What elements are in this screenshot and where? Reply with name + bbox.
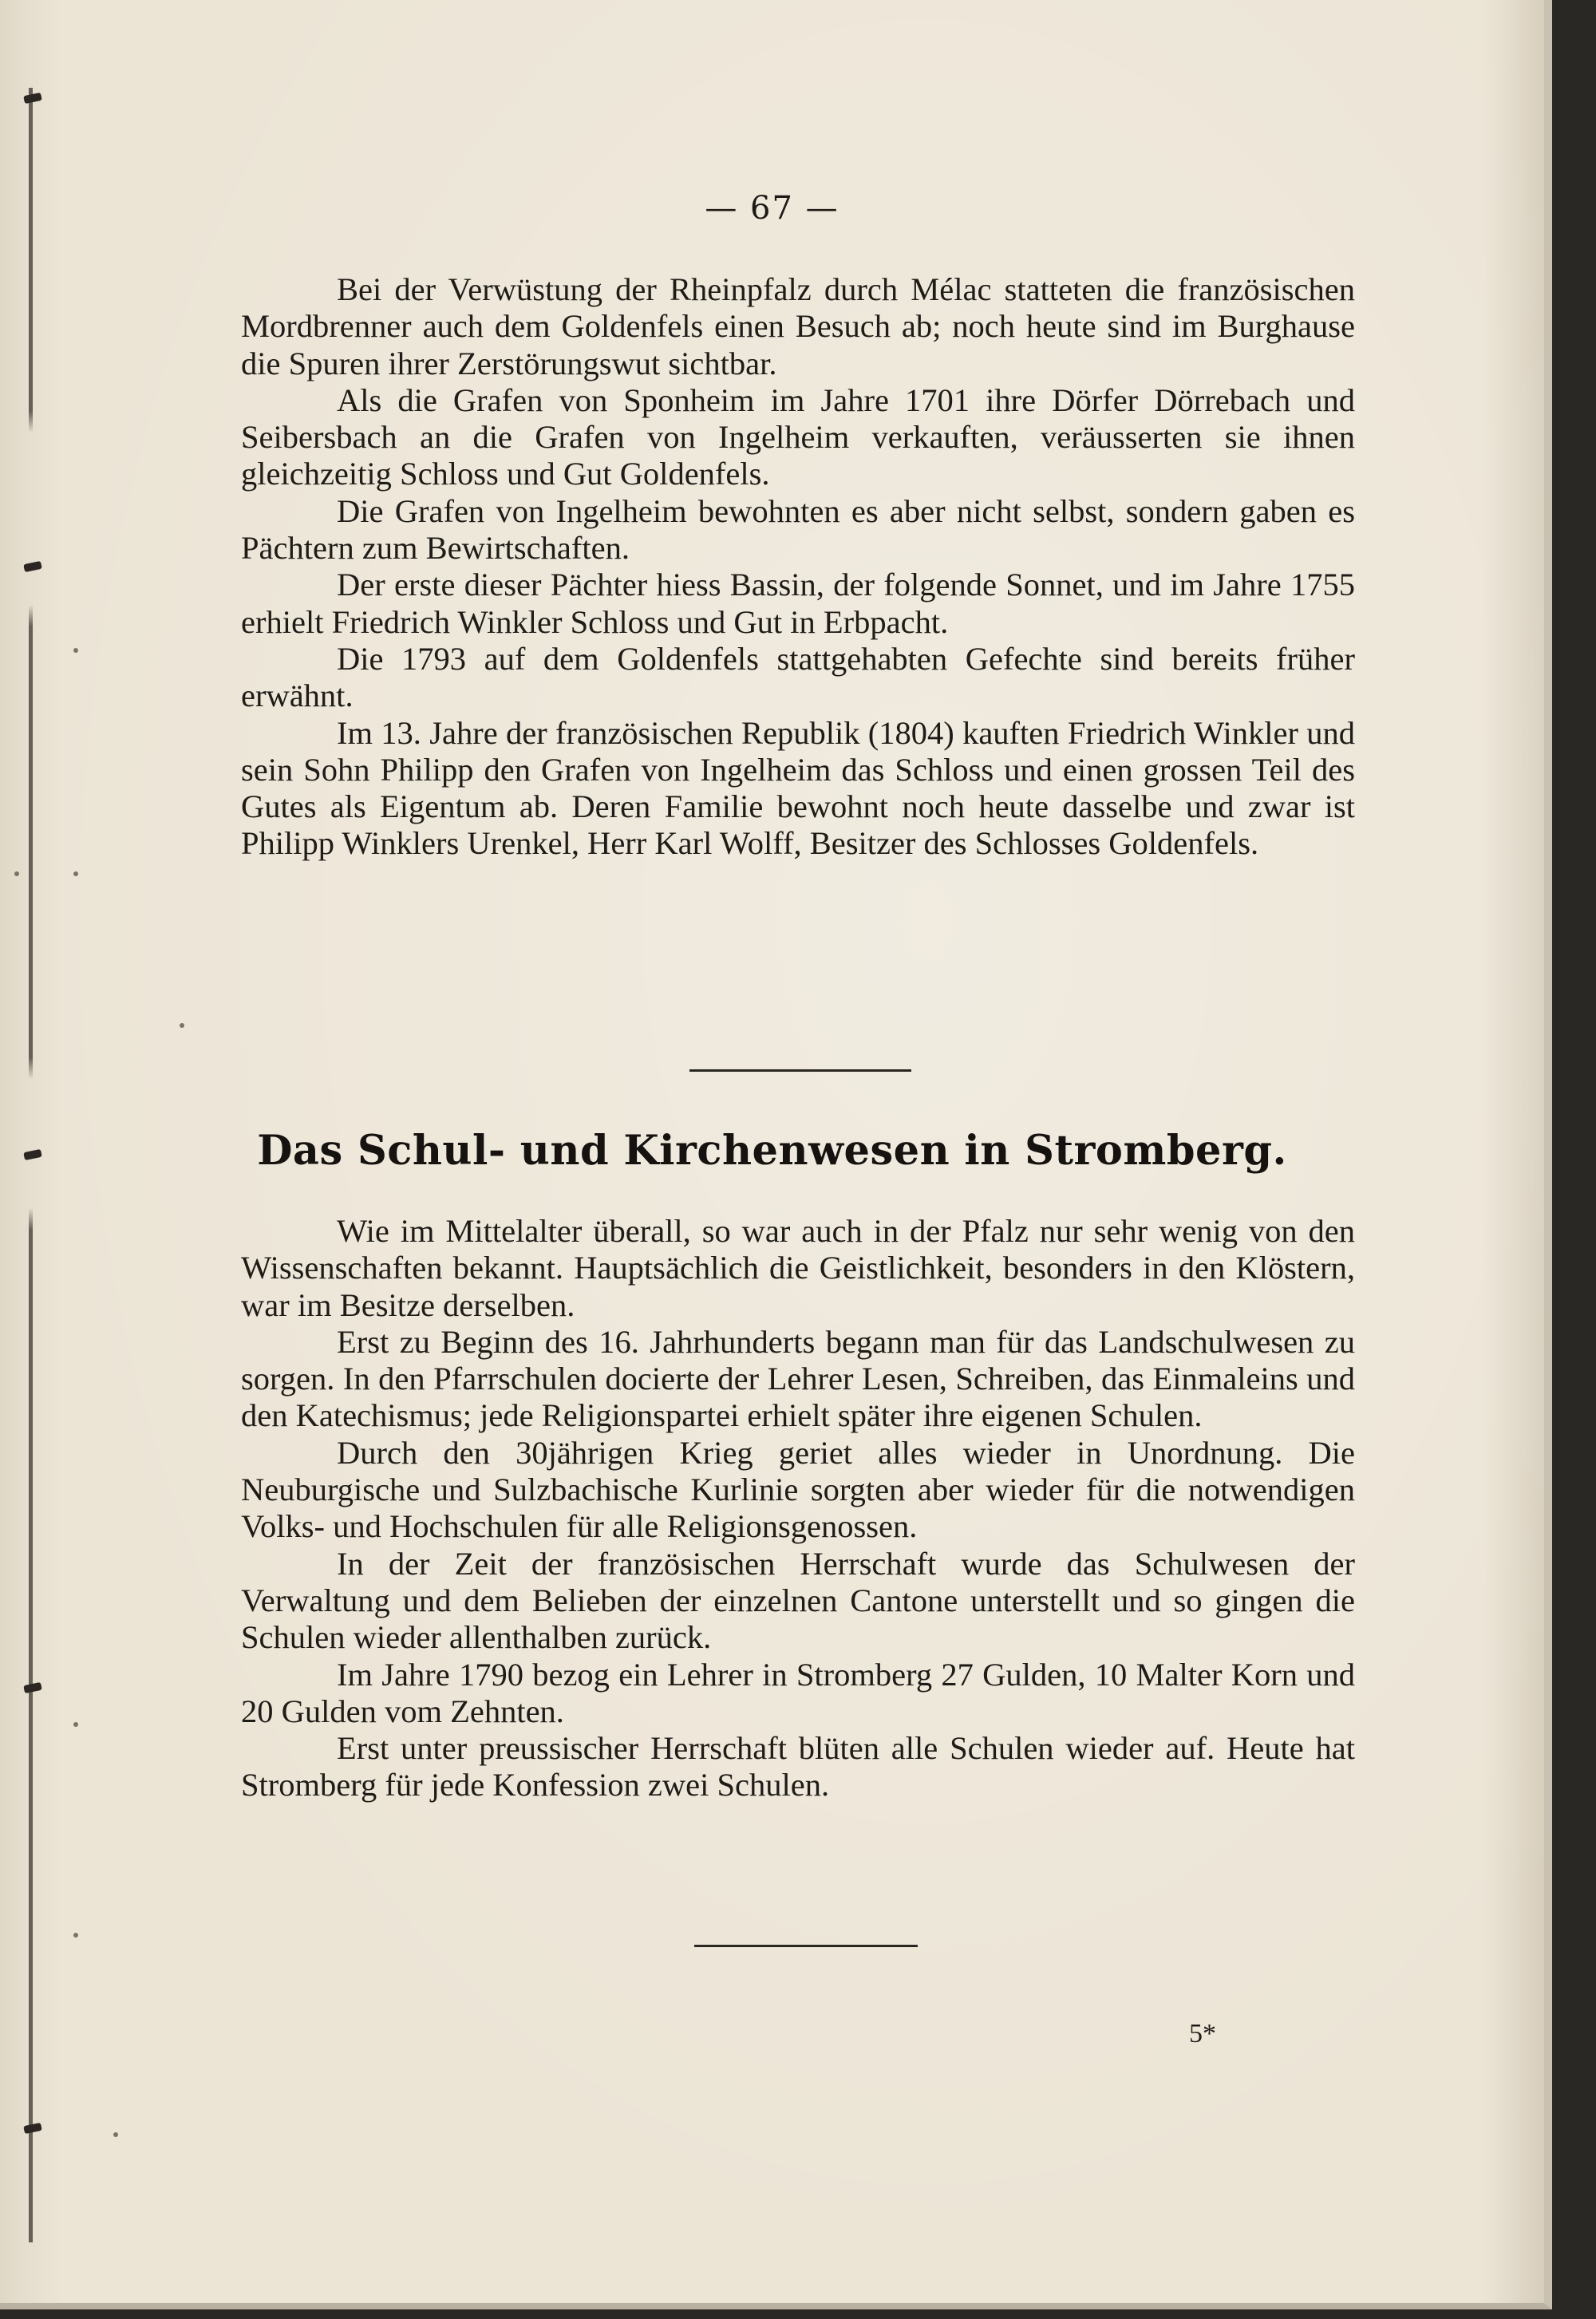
paragraph: In der Zeit der französischen Herrschaft wurde das Schulwesen der Verwaltung und dem Belieben der einzelnen Cantone unterstellt und so gingen die Schulen wieder allenthalben zurück. bbox=[241, 1545, 1355, 1656]
paper-speck bbox=[14, 871, 19, 876]
page-number: — 67 — bbox=[705, 190, 839, 227]
section-divider bbox=[689, 1069, 911, 1072]
paragraph: Erst unter preussischer Herrschaft blüten alle Schulen wieder auf. Heute hat Stromberg für jede Konfession zwei Schulen. bbox=[241, 1730, 1355, 1803]
binding-thread bbox=[23, 561, 42, 572]
end-divider bbox=[694, 1945, 918, 1947]
paper-speck bbox=[113, 2132, 118, 2137]
paragraph: Die Grafen von Ingelheim bewohnten es aber nicht selbst, sondern gaben es Pächtern zum Bewirtschaften. bbox=[241, 492, 1355, 567]
paper-speck bbox=[73, 1722, 78, 1727]
paragraph: Die 1793 auf dem Goldenfels stattgehabten Gefechte sind bereits früher erwähnt. bbox=[241, 640, 1355, 714]
paragraph: Wie im Mittelalter überall, so war auch in der Pfalz nur sehr wenig von den Wissenschaften bekannt. Hauptsächlich die Geistlichkeit, besonders in den Klöstern, war im Besitze derselben. bbox=[241, 1213, 1355, 1323]
section-heading: Das Schul- und Kirchenwesen in Stromberg. bbox=[257, 1127, 1287, 1175]
paper-speck bbox=[73, 871, 78, 876]
paragraph: Bei der Verwüstung der Rheinpfalz durch Mélac statteten die französischen Mordbrenner auch dem Goldenfels einen Besuch ab; noch heute sind im Burghause die Spuren ihrer Zerstörungswut sichtbar. bbox=[241, 271, 1355, 381]
paper-speck bbox=[180, 1023, 184, 1028]
binding-thread bbox=[23, 1682, 42, 1693]
section-text bbox=[241, 1213, 1355, 1804]
paragraph: Im Jahre 1790 bezog ein Lehrer in Stromberg 27 Gulden, 10 Malter Korn und 20 Gulden vom Zehnten. bbox=[241, 1656, 1355, 1729]
paragraph: Erst zu Beginn des 16. Jahrhunderts begann man für das Landschulwesen zu sorgen. In den Pfarrschulen docierte der Lehrer Lesen, Schreiben, das Einmaleins und den Katechismus; jede Religionspartei erhielt später ihre eigenen Schulen. bbox=[241, 1323, 1355, 1434]
paragraph: Der erste dieser Pächter hiess Bassin, der folgende Sonnet, und im Jahre 1755 erhielt Friedrich Winkler Schloss und Gut in Erbpacht. bbox=[241, 567, 1355, 640]
paragraph: Als die Grafen von Sponheim im Jahre 1701 ihre Dörfer Dörrebach und Seibersbach an die Grafen von Ingelheim verkauften, veräusserten sie ihnen gleichzeitig Schloss und Gut Goldenfels. bbox=[241, 381, 1355, 492]
paragraph: Durch den 30jährigen Krieg geriet alles wieder in Unordnung. Die Neuburgische und Sulzbachische Kurlinie sorgten aber wieder für die notwendigen Volks- und Hochschulen für alle Religionsgenossen. bbox=[241, 1434, 1355, 1545]
binding-thread bbox=[23, 2123, 42, 2134]
paragraph: Im 13. Jahre der französischen Republik (1804) kauften Friedrich Winkler und sein Sohn Philipp den Grafen von Ingelheim das Schloss und einen grossen Teil des Gutes als Eigentum ab. Deren Familie bewohnt noch heute dasselbe und zwar ist Philipp Winklers Urenkel, Herr Karl Wolff, Besitzer des Schlosses Goldenfels. bbox=[241, 714, 1355, 862]
paper-speck bbox=[73, 648, 78, 653]
paper-speck bbox=[73, 1933, 78, 1938]
binding-thread bbox=[23, 93, 42, 104]
intro-text bbox=[241, 271, 1355, 863]
signature-mark: 5* bbox=[1189, 2019, 1216, 2048]
